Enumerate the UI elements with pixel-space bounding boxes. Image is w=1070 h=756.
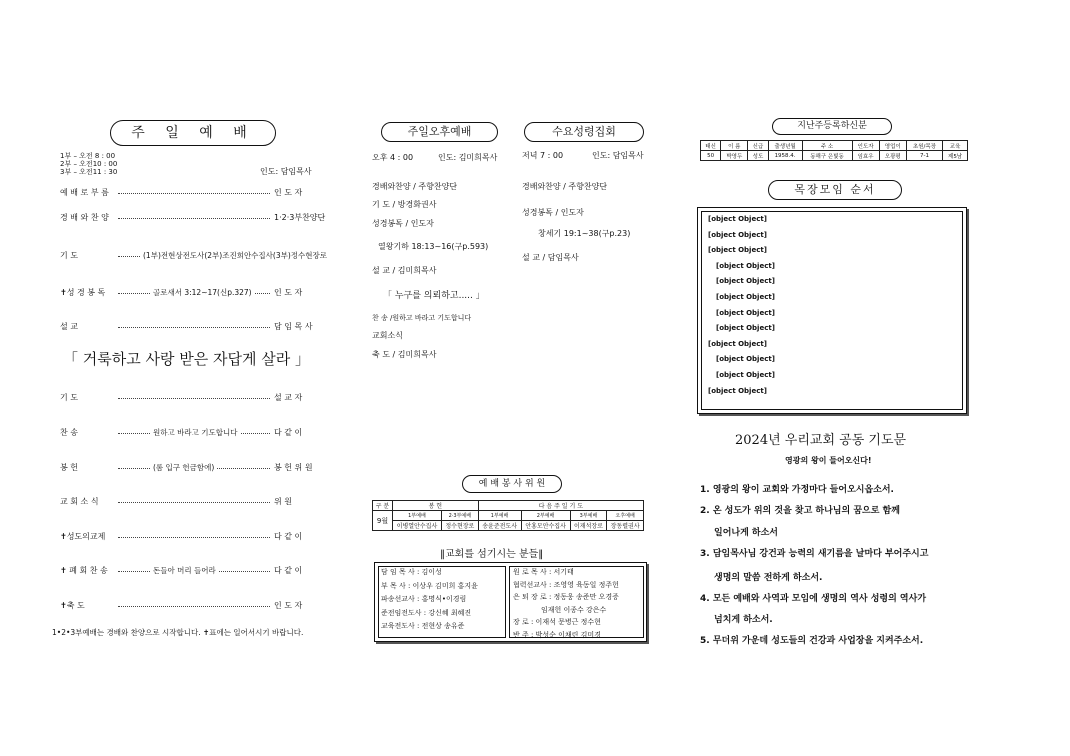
prayer-line: 3. 담임목사님 강건과 능력의 새기름을 날마다 부어주시고 (700, 549, 929, 559)
afternoon-time: 오후 4 : 00 (372, 153, 414, 162)
cell-item: [object Object] (708, 215, 767, 223)
order-item-person: 봉 헌 위 원 (274, 463, 313, 472)
leader-dots (118, 502, 270, 503)
newcomer-cell: 박영두 (721, 151, 748, 161)
prayer-line: 5. 무더위 가운데 성도들의 건강과 사업장을 지켜주소서. (700, 636, 924, 646)
order-item-detail: 골로새서 3:12~17(신p.327) (150, 287, 255, 298)
wednesday-leader: 인도: 담임목사 (592, 151, 644, 160)
newcomer-cell: 제5남 (943, 151, 968, 161)
newcomer-cell: 오광평 (879, 151, 906, 161)
cell-sub-item: [object Object] (716, 355, 775, 364)
cell-sub-item: [object Object] (716, 371, 775, 379)
time-3: 3부 – 오전11 : 30 (60, 168, 118, 176)
afternoon-line: 기 도 / 방경화권사 (372, 200, 437, 209)
cell-item: [object Object] (708, 339, 767, 348)
leaders-title: ‖교회를 섬기시는 분들‖ (440, 549, 544, 560)
sub-3: 1부예배 (478, 511, 521, 521)
sub-6: 오후예배 (607, 511, 644, 521)
order-item-person: 인 도 자 (274, 288, 303, 297)
order-item-detail: 돈들아 머리 들어라 (150, 565, 219, 576)
leader-dots (118, 537, 270, 538)
leader-entry: 준전임전도사 : 강신혜 최혜진 (381, 608, 472, 617)
newcomer-cell: 성도 (748, 151, 768, 161)
val-2: 정수현장로 (442, 521, 479, 531)
leader-entry: 임재헌 이종수 강은수 (541, 605, 607, 614)
order-item-name: 기 도 (60, 251, 78, 260)
val-4: 안홍모안수집사 (521, 521, 570, 531)
sub-4: 2부예배 (521, 511, 570, 521)
sub-2: 2·3부예배 (442, 511, 479, 521)
wednesday-line: 성경봉독 / 인도자 (522, 208, 584, 217)
val-5: 이재석장로 (570, 521, 607, 531)
leader-dots (118, 327, 270, 328)
prayer-line: 1. 영광의 왕이 교회와 가정마다 들어오시옵소서. (700, 485, 894, 495)
order-item-person: 설 교 자 (274, 393, 303, 402)
newcomer-table (700, 140, 968, 161)
cell-item: [object Object] (708, 246, 767, 255)
leader-entry: 파송선교사 : 홍명식•이경림 (381, 595, 467, 603)
sub-5: 3부예배 (570, 511, 607, 521)
cell-sub-item: [object Object] (716, 324, 775, 333)
val-6: 장동렬권사 (607, 521, 644, 531)
order-item-person: 인 도 자 (274, 601, 303, 610)
service-committee-table (372, 500, 644, 531)
cell-sub-item: [object Object] (716, 293, 775, 301)
wednesday-time: 저녁 7 : 00 (522, 151, 564, 160)
newcomer-title: 지난주등록하신분 (772, 118, 892, 135)
cell-item: [object Object] (708, 230, 767, 239)
newcomer-header: 주 소 (802, 141, 852, 151)
cell-sub-item: [object Object] (716, 308, 775, 317)
leader-entry: 교육전도사 : 전현상 송유준 (381, 622, 465, 630)
afternoon-leader: 인도: 김미희목사 (438, 153, 498, 162)
prayer-line: 2. 온 성도가 위의 것을 찾고 하나님의 꿈으로 함께 (700, 506, 900, 516)
afternoon-line: 열왕기하 18:13~16(구p.593) (378, 242, 489, 251)
order-item-detail: 원하고 바라고 기도합니다 (150, 427, 240, 438)
prayer-line: 넘치게 하소서. (714, 615, 773, 625)
order-item-name: 봉 헌 (60, 463, 78, 472)
order-item-name: 설 교 (60, 322, 78, 331)
service-committee-title: 예 배 봉 사 위 원 (462, 475, 562, 493)
leader-entry: 협력선교사 : 조영영 육동일 정주헌 (513, 580, 619, 589)
order-item-person: 다 같 이 (274, 566, 303, 575)
leader-entry: 원 로 목 사 : 서기태 (513, 568, 574, 576)
leader-entry: 담 임 목 사 : 김이성 (381, 568, 442, 576)
prayer-line: 4. 모든 예배와 사역과 모임에 생명의 역사 성령의 역사가 (700, 594, 927, 604)
order-item-name: ✝축 도 (60, 601, 85, 610)
afternoon-line: 찬 송 /원하고 바라고 기도합니다 (372, 314, 472, 322)
leader-dots (118, 193, 270, 194)
newcomer-header: 교육 (943, 141, 968, 151)
leader-dots (118, 606, 270, 607)
wednesday-line: 설 교 / 담임목사 (522, 253, 579, 262)
cell-meeting-title: 목장모임 순서 (768, 180, 902, 200)
time-2: 2부 – 오전10 : 00 (60, 160, 118, 168)
order-item-person: 위 원 (274, 497, 292, 506)
sub-1: 1부예배 (392, 511, 441, 521)
order-item-name: 찬 송 (60, 428, 78, 437)
leader-dots (118, 218, 270, 219)
col-next-prayer: 다 음 주 일 기 도 (478, 501, 643, 511)
afternoon-line: 「 누구를 의뢰하고..... 」 (383, 291, 485, 301)
afternoon-line: 경배와찬양 / 주향찬양단 (372, 182, 458, 191)
leader-dots (118, 398, 270, 399)
newcomer-cell: 50 (701, 151, 721, 161)
cell-item: [object Object] (708, 386, 767, 395)
sunday-service-title: 주 일 예 배 (110, 120, 276, 146)
order-item-person: 1·2·3부찬양단 (274, 213, 326, 222)
prayer-line: 일어나게 하소서 (714, 528, 778, 538)
wednesday-line: 창세기 19:1~38(구p.23) (538, 229, 631, 238)
newcomer-header: 태신 (701, 141, 721, 151)
leader-entry: 부 목 사 : 이상우 김미희 홍지윤 (381, 581, 478, 590)
service-times (60, 152, 117, 176)
newcomer-header: 인도자 (852, 141, 879, 151)
newcomer-cell: 1958.4. (768, 151, 802, 161)
order-item-name: 교 회 소 식 (60, 497, 99, 506)
order-item-name: 예 배 로 부 름 (60, 188, 109, 197)
order-item-name: ✝성도의교제 (60, 532, 106, 541)
order-item-name: 기 도 (60, 393, 78, 402)
cell-sub-item: [object Object] (716, 261, 775, 270)
prayer-line: 생명의 말씀 전하게 하소서. (714, 573, 823, 583)
newcomer-cell: 7-1 (906, 151, 942, 161)
order-item-person: 다 같 이 (274, 428, 303, 437)
newcomer-header: 출생년월 (768, 141, 802, 151)
prayer-title: 2024년 우리교회 공동 기도문 (735, 433, 907, 448)
val-3: 송윤준전도사 (478, 521, 521, 531)
newcomer-header: 초원/목장 (906, 141, 942, 151)
order-item-detail: (롬 입구 헌금함에) (150, 462, 217, 473)
wednesday-service-title: 수요성령집회 (524, 122, 644, 142)
time-1: 1부 – 오전 8 : 00 (60, 152, 116, 160)
order-item-person: 인 도 자 (274, 188, 303, 197)
leader-entry: 장 로 : 이재석 문병근 정수현 (513, 618, 601, 626)
newcomer-header: 신급 (748, 141, 768, 151)
wednesday-line: 경배와찬양 / 주향찬양단 (522, 182, 608, 191)
cell-sub-item: [object Object] (716, 277, 775, 286)
order-item-detail: (1부)전현상전도사(2부)조진희안수집사(3부)정수현장로 (140, 250, 330, 261)
sunday-leader: 인도: 담임목사 (260, 167, 312, 176)
newcomer-header: 이 름 (721, 141, 748, 151)
val-1: 이병열안수집사 (392, 521, 441, 531)
order-item-name: ✝ 폐 회 찬 송 (60, 566, 108, 575)
afternoon-line: 설 교 / 김미희목사 (372, 266, 437, 275)
order-item-name: ✝성 경 봉 독 (60, 288, 106, 297)
afternoon-line: 교회소식 (372, 331, 403, 340)
leader-entry: 반 주 : 박성순 이채린 김미경 (513, 630, 601, 639)
leader-entry: 은 퇴 장 로 : 정동웅 송준만 오경증 (513, 593, 619, 601)
sermon-title: 「 거룩하고 사랑 받은 자답게 살라 」 (63, 350, 310, 368)
newcomer-cell: 임효우 (852, 151, 879, 161)
newcomer-header: 영업이 (879, 141, 906, 151)
afternoon-service-title: 주일오후예배 (381, 122, 498, 142)
order-item-person: 담 임 목 사 (274, 322, 313, 331)
month-cell: 9월 (373, 511, 393, 531)
afternoon-line: 축 도 / 김미희목사 (372, 350, 437, 359)
order-item-name: 경 배 와 찬 양 (60, 213, 109, 222)
col-offering: 봉 헌 (392, 501, 478, 511)
afternoon-line: 성경봉독 / 인도자 (372, 219, 434, 228)
newcomer-cell: 동해구 은빛동 (802, 151, 852, 161)
col-category: 구 분 (373, 501, 393, 511)
order-item-person: 다 같 이 (274, 532, 303, 541)
prayer-subtitle: 영광의 왕이 들어오신다! (785, 456, 872, 465)
footnote: 1•2•3부예배는 경배와 찬양으로 시작합니다. ✝표에는 일어서시기 바랍니다. (52, 628, 304, 637)
